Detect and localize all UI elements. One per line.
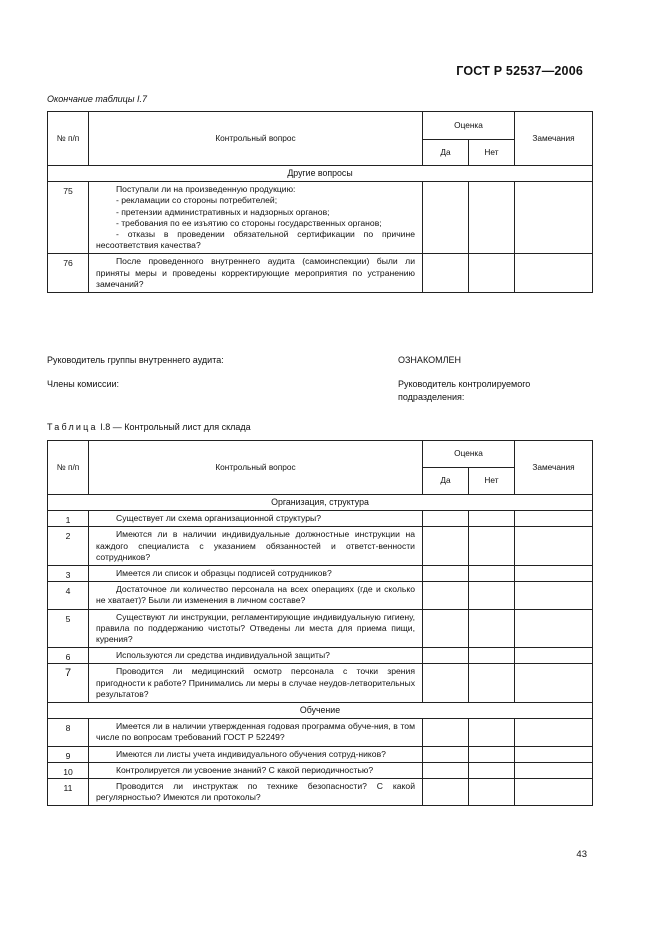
question-text: Имеются ли листы учета индивидуального обучения сотруд-ников? bbox=[116, 748, 386, 759]
no-cell[interactable] bbox=[469, 527, 515, 566]
no-cell[interactable] bbox=[469, 182, 515, 254]
table-2-caption bbox=[47, 422, 251, 432]
row-number: 76 bbox=[48, 254, 89, 293]
remarks-cell[interactable] bbox=[515, 779, 593, 806]
table-row bbox=[48, 779, 593, 806]
table-2-caption-prefix: Таблица bbox=[47, 422, 98, 432]
question-text: Существует ли схема организационной структуры? bbox=[116, 513, 321, 524]
yes-cell[interactable] bbox=[423, 527, 469, 566]
question-line: - рекламации со стороны потребителей; bbox=[116, 195, 278, 206]
remarks-cell[interactable] bbox=[515, 582, 593, 609]
yes-cell[interactable] bbox=[423, 762, 469, 778]
question-cell bbox=[89, 582, 423, 609]
yes-cell[interactable] bbox=[423, 746, 469, 762]
row-number: 9 bbox=[48, 746, 89, 762]
yes-cell[interactable] bbox=[423, 719, 469, 746]
dept-head-line-2: подразделения: bbox=[398, 391, 465, 402]
row-number: 5 bbox=[48, 609, 89, 648]
question-text: Достаточное ли количество персонала на всех операциях (где и сколько не хватает)? Были ли изменения в личном составе? bbox=[96, 584, 415, 606]
table-row bbox=[48, 566, 593, 582]
question-cell bbox=[89, 779, 423, 806]
row-number: 4 bbox=[48, 582, 89, 609]
yes-cell[interactable] bbox=[423, 609, 469, 648]
table-row bbox=[48, 527, 593, 566]
row-number: 75 bbox=[48, 182, 89, 254]
table-row bbox=[48, 582, 593, 609]
question-text: Проводится ли медицинский осмотр персонала с точки зрения пригодности к работе? Принимались ли меры в случае неудов-летворительных результатов? bbox=[96, 666, 415, 699]
remarks-cell[interactable] bbox=[515, 527, 593, 566]
yes-cell[interactable] bbox=[423, 664, 469, 703]
question-cell bbox=[89, 182, 423, 254]
section-title: Организация, структура bbox=[48, 495, 593, 511]
col-question-header: Контрольный вопрос bbox=[89, 441, 423, 495]
table-row bbox=[48, 609, 593, 648]
table-row bbox=[48, 254, 593, 293]
dept-head-line-1: Руководитель контролируемого bbox=[398, 379, 531, 389]
col-rating-header: Оценка bbox=[423, 441, 515, 468]
row-number: 8 bbox=[48, 719, 89, 746]
remarks-cell[interactable] bbox=[515, 664, 593, 703]
yes-cell[interactable] bbox=[423, 582, 469, 609]
yes-cell[interactable] bbox=[423, 182, 469, 254]
row-number: 6 bbox=[48, 648, 89, 664]
yes-cell[interactable] bbox=[423, 779, 469, 806]
no-cell[interactable] bbox=[469, 566, 515, 582]
col-remarks-header: Замечания bbox=[515, 112, 593, 166]
question-text: Используются ли средства индивидуальной защиты? bbox=[116, 650, 330, 661]
row-number: 10 bbox=[48, 762, 89, 778]
remarks-cell[interactable] bbox=[515, 511, 593, 527]
col-yes-header: Да bbox=[423, 140, 469, 166]
no-cell[interactable] bbox=[469, 746, 515, 762]
yes-cell[interactable] bbox=[423, 511, 469, 527]
question-cell bbox=[89, 746, 423, 762]
remarks-cell[interactable] bbox=[515, 609, 593, 648]
col-num-header: № п/п bbox=[48, 112, 89, 166]
question-line: - отказы в проведении обязательной сертификации по причине несоответствия качества? bbox=[96, 229, 415, 251]
question-text: Контролируется ли усвоение знаний? С какой периодичностью? bbox=[116, 764, 374, 775]
remarks-cell[interactable] bbox=[515, 648, 593, 664]
question-cell bbox=[89, 762, 423, 778]
remarks-cell[interactable] bbox=[515, 719, 593, 746]
yes-cell[interactable] bbox=[423, 648, 469, 664]
no-cell[interactable] bbox=[469, 582, 515, 609]
question-text: Проводится ли инструктаж по технике безопасности? С какой регулярностью? Имеются ли протоколы? bbox=[96, 781, 415, 803]
table-row bbox=[48, 182, 593, 254]
question-cell bbox=[89, 609, 423, 648]
section-title: Обучение bbox=[48, 703, 593, 719]
table-row bbox=[48, 648, 593, 664]
yes-cell[interactable] bbox=[423, 566, 469, 582]
remarks-cell[interactable] bbox=[515, 762, 593, 778]
question-line: - требования по ее изъятию со стороны государственных органов; bbox=[116, 217, 382, 228]
row-number: 2 bbox=[48, 527, 89, 566]
table-row bbox=[48, 511, 593, 527]
remarks-cell[interactable] bbox=[515, 746, 593, 762]
question-cell bbox=[89, 648, 423, 664]
remarks-cell[interactable] bbox=[515, 182, 593, 254]
row-number: 1 bbox=[48, 511, 89, 527]
col-num-header: № п/п bbox=[48, 441, 89, 495]
question-line: Поступали ли на произведенную продукцию: bbox=[116, 184, 296, 195]
question-cell bbox=[89, 664, 423, 703]
question-cell bbox=[89, 527, 423, 566]
row-number: 7 bbox=[48, 664, 89, 703]
table-1-caption: Окончание таблицы I.7 bbox=[47, 94, 147, 104]
question-text: Имеется ли список и образцы подписей сотрудников? bbox=[116, 568, 332, 579]
question-text: Имеются ли в наличии индивидуальные должностные инструкции на каждого специалиста с указанием обязанностей и ответст-венности сотрудников? bbox=[96, 529, 415, 562]
table-row bbox=[48, 664, 593, 703]
row-number: 11 bbox=[48, 779, 89, 806]
row-number: 3 bbox=[48, 566, 89, 582]
remarks-cell[interactable] bbox=[515, 566, 593, 582]
question-text: Имеется ли в наличии утвержденная годовая программа обуче-ния, в том числе по вопросам требований ГОСТ Р 52249? bbox=[96, 721, 415, 743]
audit-head-label: Руководитель группы внутреннего аудита: bbox=[47, 355, 224, 365]
no-cell[interactable] bbox=[469, 664, 515, 703]
table-row bbox=[48, 746, 593, 762]
acknowledged-label: ОЗНАКОМЛЕН bbox=[398, 355, 461, 365]
page-number: 43 bbox=[576, 849, 587, 860]
question-cell bbox=[89, 719, 423, 746]
col-rating-header: Оценка bbox=[423, 112, 515, 140]
section-title: Другие вопросы bbox=[48, 166, 593, 182]
col-yes-header: Да bbox=[423, 468, 469, 495]
question-text: После проведенного внутреннего аудита (самоинспекции) были ли приняты меры и проведены корректирующие мероприятия по устранению замечаний? bbox=[96, 256, 415, 289]
table-2-caption-text: I.8 — Контрольный лист для склада bbox=[100, 422, 251, 432]
no-cell[interactable] bbox=[469, 511, 515, 527]
table-row bbox=[48, 762, 593, 778]
table-row bbox=[48, 719, 593, 746]
col-remarks-header: Замечания bbox=[515, 441, 593, 495]
no-cell[interactable] bbox=[469, 779, 515, 806]
dept-head-label bbox=[398, 378, 530, 403]
question-text: Существуют ли инструкции, регламентирующие индивидуальную гигиену, правила по поддержанию чистоты? Отведены ли места для приема пищи, курения? bbox=[96, 611, 415, 645]
col-no-header: Нет bbox=[469, 468, 515, 495]
remarks-cell[interactable] bbox=[515, 254, 593, 293]
no-cell[interactable] bbox=[469, 719, 515, 746]
col-no-header: Нет bbox=[469, 140, 515, 166]
question-line: - претензии административных и надзорных органов; bbox=[116, 206, 330, 217]
table-2 bbox=[47, 440, 593, 806]
yes-cell[interactable] bbox=[423, 254, 469, 293]
commission-members-label: Члены комиссии: bbox=[47, 379, 120, 389]
question-cell bbox=[89, 511, 423, 527]
col-question-header: Контрольный вопрос bbox=[89, 112, 423, 166]
question-cell bbox=[89, 566, 423, 582]
question-cell bbox=[89, 254, 423, 293]
no-cell[interactable] bbox=[469, 609, 515, 648]
no-cell[interactable] bbox=[469, 762, 515, 778]
standard-header: ГОСТ Р 52537—2006 bbox=[456, 64, 583, 78]
table-1 bbox=[47, 111, 593, 293]
no-cell[interactable] bbox=[469, 648, 515, 664]
no-cell[interactable] bbox=[469, 254, 515, 293]
